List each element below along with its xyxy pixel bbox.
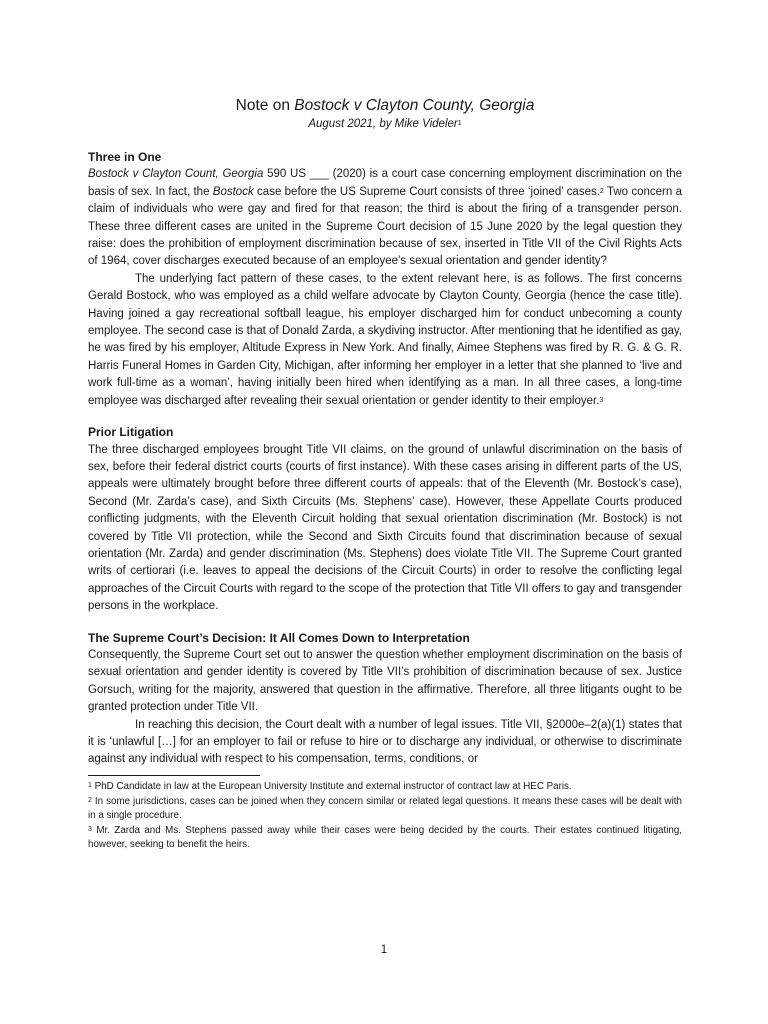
- document-title: [88, 0, 682, 116]
- text-run: 590 US ___ (2020) is a court case concerning employment discrimination on the basis of sex. In fact, the: [88, 168, 682, 198]
- case-citation: Bostock v Clayton Count, Georgia: [88, 168, 264, 181]
- footnote-ref-3[interactable]: 3: [599, 396, 604, 404]
- paragraph-prior-litigation-1: The three discharged employees brought Title VII claims, on the ground of unlawful discrimination on the basis of sex, before their federal district courts (courts of first instance). With these cases arising in different parts of the US, appeals were ultimately brought before three different courts of appeals: that of the Eleventh (Mr. Bostock’s case), Second (Mr. Zarda’s case), and Sixth Circuits (Ms. Stephens’ case). However, these Appellate Courts produced conflicting judgments, with the Eleventh Circuit holding that sexual orientation discrimination (Mr. Bostock) is not covered by Title VII protection, while the Second and Sixth Circuits found that discrimination because of sexual orientation (Mr. Zarda) and gender discrimination (Ms. Stephens) does violate Title VII. The Supreme Court granted writs of certiorari (i.e. leaves to appeal the decisions of the Circuit Courts) in order to resolve the conflicting legal approaches of the Circuit Courts with regard to the scope of the protection that Title VII offers to gay and transgender persons in the workplace.: [88, 443, 682, 613]
- text-run: case before the US Supreme Court consists of three ‘joined’ cases.: [253, 185, 600, 198]
- footnote-text: In some jurisdictions, cases can be joined when they concern similar or related legal questions. It means these cases will be dealt with in a single procedure.: [88, 795, 682, 821]
- document-subtitle: [88, 116, 682, 133]
- paragraph-decision-2: In reaching this decision, the Court dealt with a number of legal issues. Title VII, §2000e–2(a)(1) states that it is ‘unlawful […] for an employer to fail or refuse to hire or to discharge any individual, or otherwise to discriminate against any individual with respect to his compensation, terms, conditions, or: [88, 718, 682, 766]
- subtitle-text: August 2021, by Mike Videler: [308, 118, 458, 130]
- section-heading-prior-litigation: Prior Litigation: [88, 425, 174, 440]
- paragraph-three-in-one-1: [88, 166, 682, 270]
- footnote-ref-2[interactable]: 2: [599, 187, 604, 195]
- footnote-ref-1[interactable]: 1: [457, 120, 462, 127]
- footnote-divider: [88, 775, 260, 776]
- section-decision: [88, 630, 682, 769]
- footnote-1: [88, 780, 682, 794]
- footnote-number: 2: [88, 796, 92, 804]
- text-run: Two concern a claim of individuals who were gay and fired for that reason; the third is about the firing of a transgender person. These three different cases are united in the Supreme Court decision of 15 June 2020 by the legal question they raise: does the prohibition of employment discrimination because of sex, inserted in Title VII of the Civil Rights Acts of 1964, cover discharges executed because of an employee’s sexual orientation and gender identity?: [88, 185, 682, 268]
- footnotes: [88, 780, 682, 852]
- section-three-in-one: [88, 149, 682, 410]
- footnote-text: Mr. Zarda and Ms. Stephens passed away while their cases were being decided by the courts. Their estates continued litigating, however, seeking to benefit the heirs.: [88, 824, 682, 850]
- title-prefix: Note on: [235, 97, 295, 114]
- footnote-number: 3: [88, 825, 92, 833]
- section-heading-decision: The Supreme Court’s Decision: It All Comes Down to Interpretation: [88, 630, 470, 645]
- footnote-2: [88, 795, 682, 823]
- footnote-3: [88, 824, 682, 852]
- page-number: 1: [380, 944, 388, 956]
- section-prior-litigation: [88, 424, 682, 615]
- footnote-text: PhD Candidate in law at the European University Institute and external instructor of contract law at HEC Paris.: [94, 780, 572, 792]
- footnote-number: 1: [88, 781, 92, 789]
- paragraph-three-in-one-2: [88, 271, 682, 410]
- section-heading-three-in-one: Three in One: [88, 150, 162, 164]
- text-run: The underlying fact pattern of these cases, to the extent relevant here, is as follows. The first concerns Gerald Bostock, who was employed as a child welfare advocate by Clayton County, Georgia (hence the case title). Having joined a gay recreational softball league, his employer discharged him for conduct unbecoming a county employee. The second case is that of Donald Zarda, a skydiving instructor. After mentioning that he identified as gay, he was fired by his employer, Altitude Express in New York. And finally, Aimee Stephens was fired by R. G. & G. R. Harris Funeral Homes in Garden City, Michigan, after informing her employer in a letter that she planned to ‘live and work full-time as a woman’, having initially been hired when identifying as a man. In all three cases, a long-time employee was discharged after revealing their sexual orientation or gender identity to their employer.: [88, 272, 682, 407]
- case-short-name: Bostock: [212, 185, 254, 198]
- title-case-name: Bostock v Clayton County, Georgia: [294, 97, 535, 114]
- paragraph-decision-1: Consequently, the Supreme Court set out to answer the question whether employment discrimination on the basis of sexual orientation and gender identity is covered by Title VII’s prohibition of discrimination because of sex. Justice Gorsuch, writing for the majority, answered that question in the affirmative. Therefore, all three litigants ought to be granted protection under Title VII.: [88, 648, 682, 714]
